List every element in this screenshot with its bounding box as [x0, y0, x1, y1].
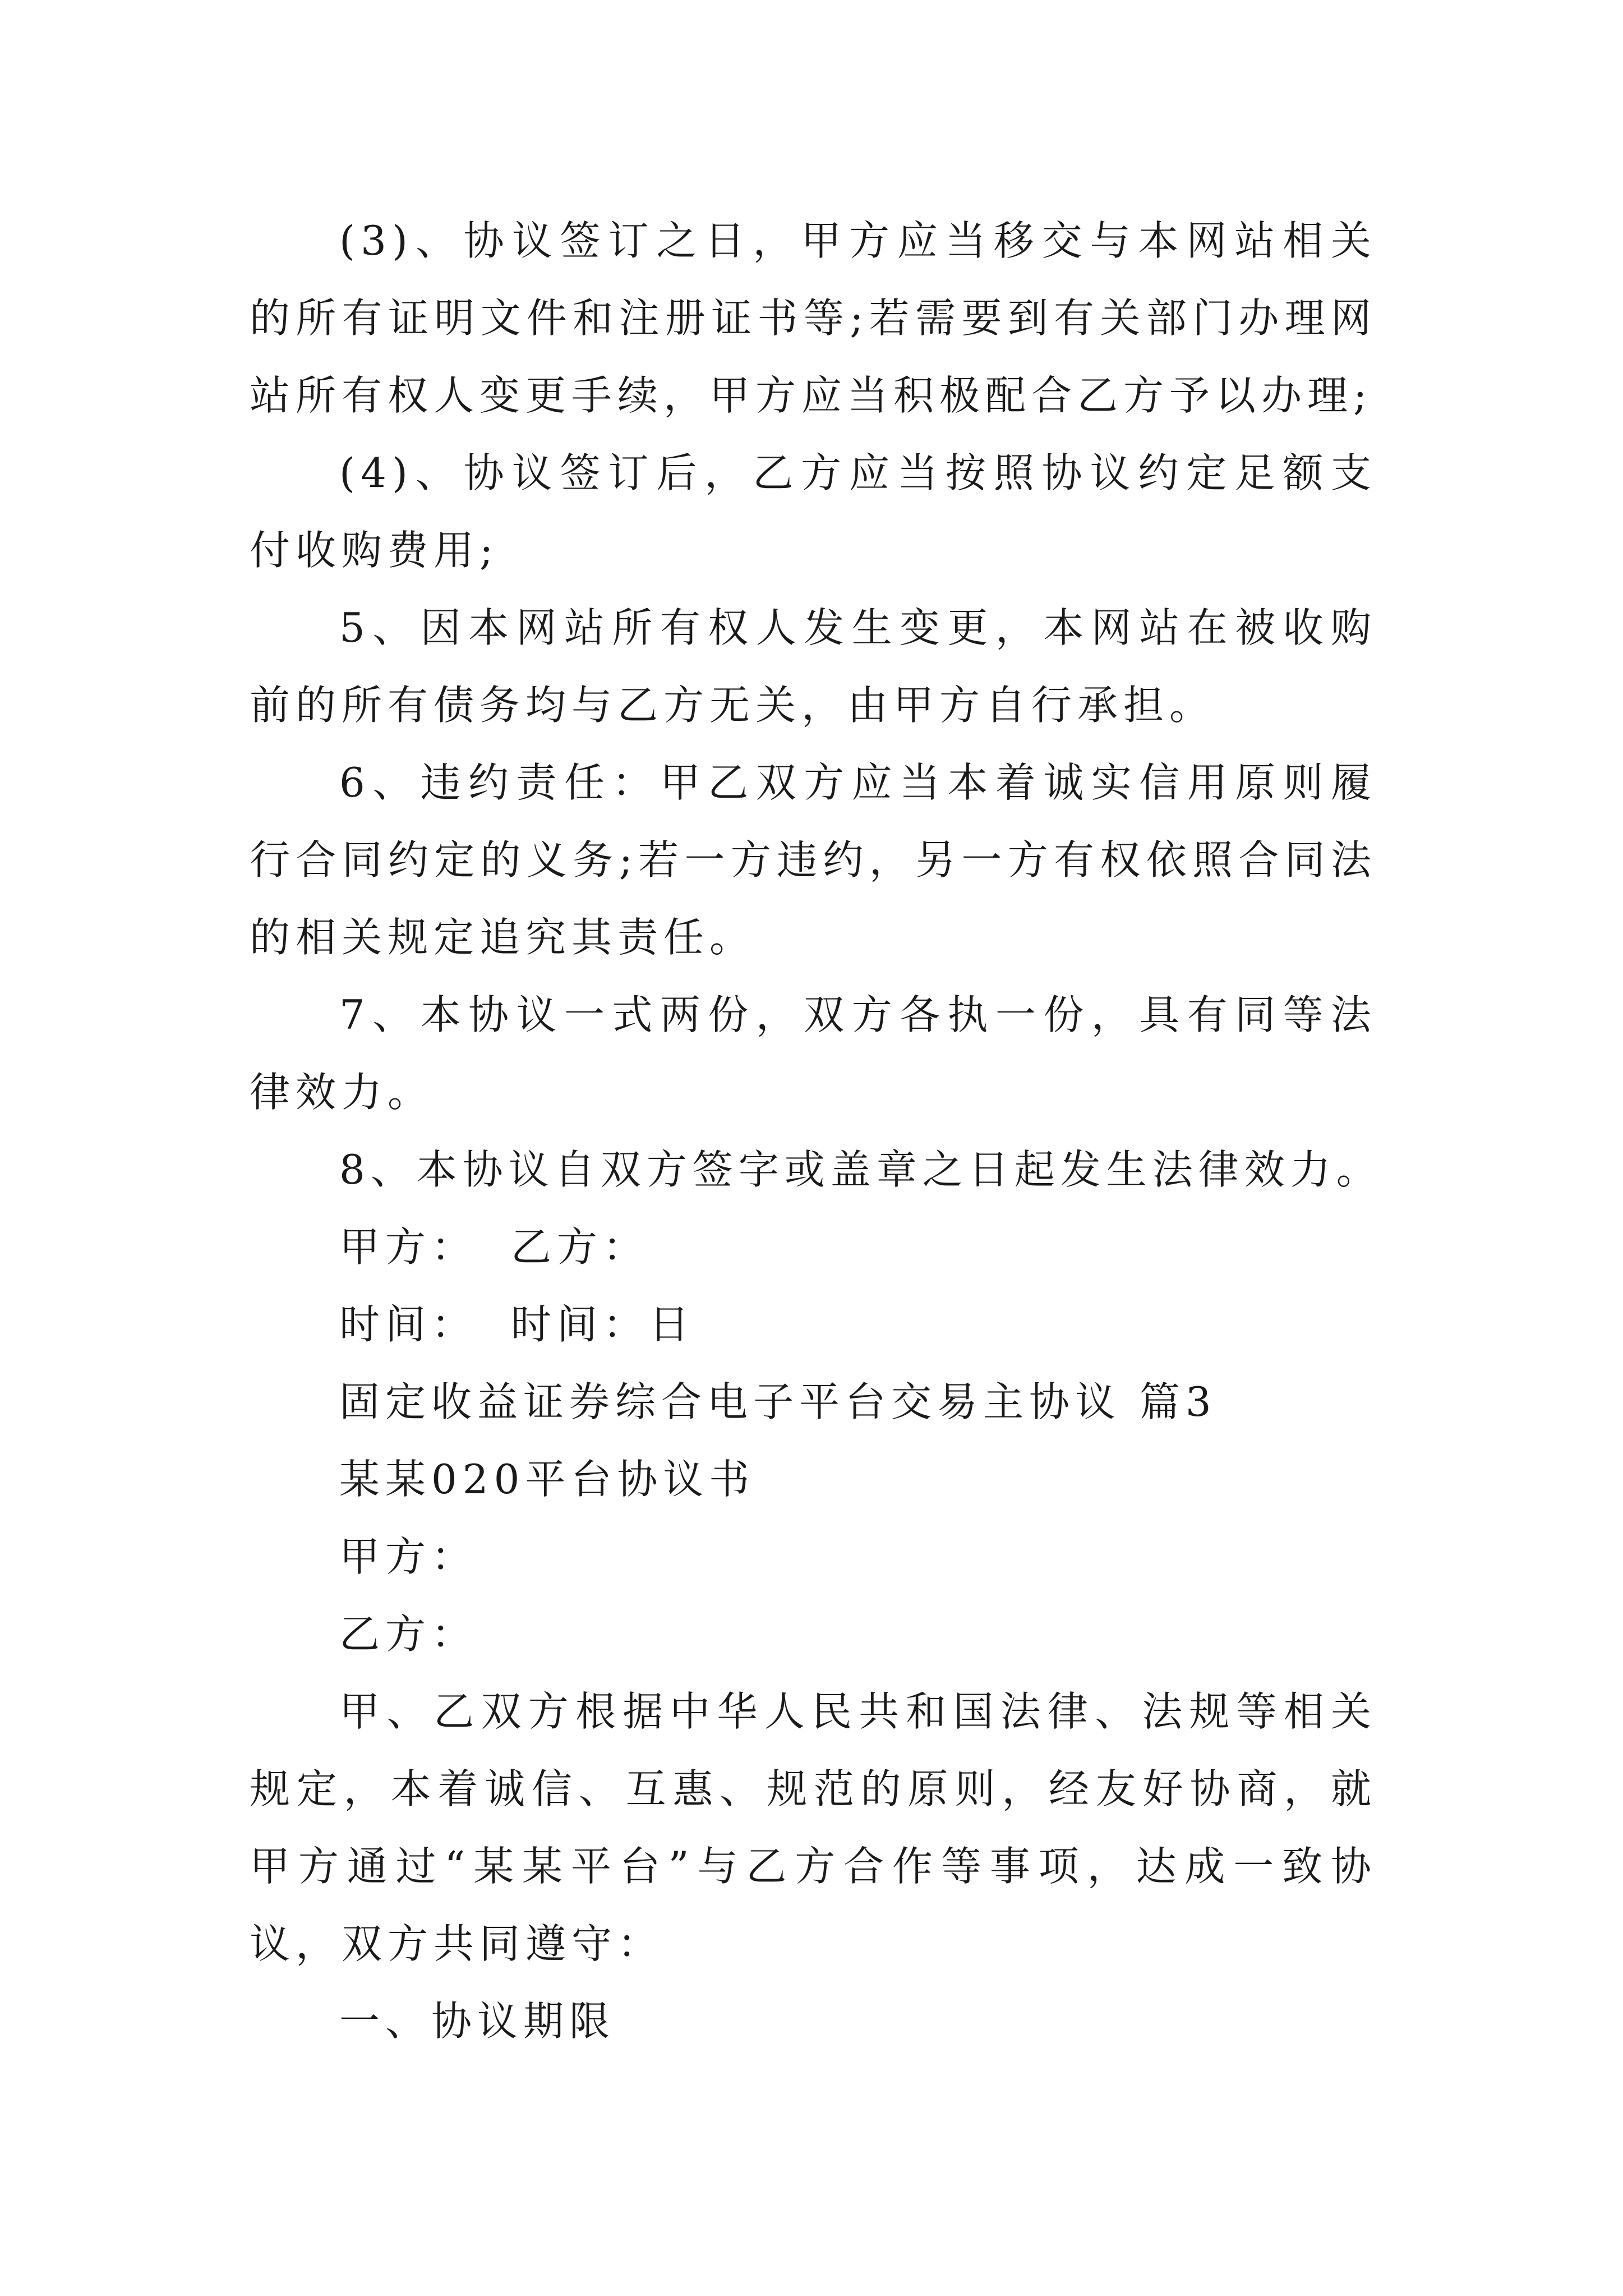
time-label-b: 时间：日 — [511, 1301, 695, 1348]
agreement-title: 某某020平台协议书 — [339, 1456, 755, 1503]
clause-4-paragraph: (4)、协议签订后，乙方应当按照协议约定足额支付收购费用; — [250, 449, 1377, 574]
time-label-a: 时间： — [339, 1301, 478, 1348]
party-a-label: 甲方： — [339, 1223, 478, 1271]
party-b-line: 乙方： — [339, 1611, 478, 1658]
clause-7-paragraph: 7、本协议一式两份，双方各执一份，具有同等法律效力。 — [250, 991, 1377, 1116]
clause-5-paragraph: 5、因本网站所有权人发生变更，本网站在被收购前的所有债务均与乙方无关，由甲方自行承担。 — [250, 604, 1377, 729]
party-a-line: 甲方： — [339, 1533, 478, 1580]
signature-time-line — [250, 1286, 1377, 1363]
clause-8-paragraph: 8、本协议自双方签字或盖章之日起发生法律效力。 — [339, 1146, 1382, 1193]
preamble-paragraph: 甲、乙双方根据中华人民共和国法律、法规等相关规定，本着诚信、互惠、规范的原则，经友好协商，就甲方通过“某某平台”与乙方合作等事项，达成一致协议，双方共同遵守： — [250, 1688, 1377, 1967]
document-body — [250, 202, 1382, 2060]
clause-6-paragraph: 6、违约责任：甲乙双方应当本着诚实信用原则履行合同约定的义务;若一方违约，另一方有权依照合同法的相关规定追究其责任。 — [250, 759, 1377, 961]
signature-parties-line — [250, 1208, 1377, 1286]
heading-agreement-term: 一、协议期限 — [339, 1998, 616, 2045]
section-title: 固定收益证券综合电子平台交易主协议 篇3 — [339, 1378, 1217, 1425]
party-b-label: 乙方： — [511, 1223, 649, 1271]
clause-3-paragraph: (3)、协议签订之日，甲方应当移交与本网站相关的所有证明文件和注册证书等;若需要到有关部门办理网站所有权人变更手续，甲方应当积极配合乙方予以办理; — [250, 217, 1377, 419]
